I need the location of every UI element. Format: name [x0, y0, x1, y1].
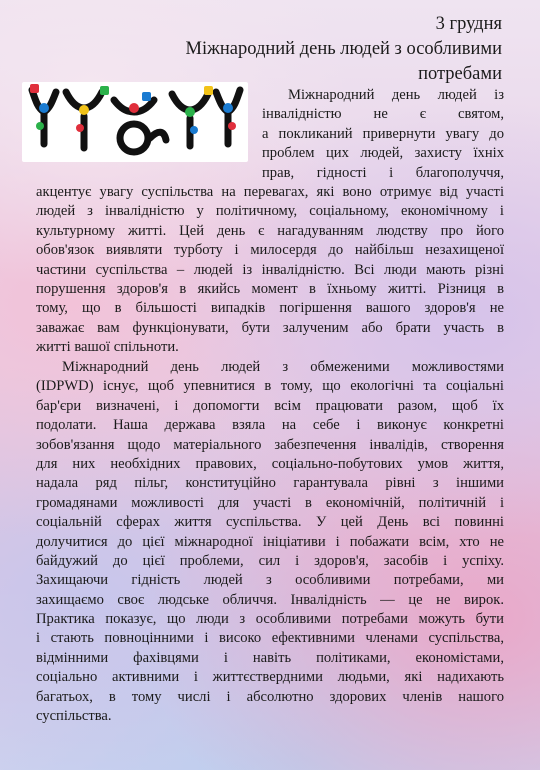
page-heading	[82, 12, 502, 87]
heading-date: 3 грудня	[435, 14, 502, 34]
paragraph-1-body	[36, 183, 504, 358]
heading-title-line-1: Міжнародний день людей з особливими	[185, 39, 502, 59]
text-line: суспільства.	[36, 708, 112, 725]
text-line: долучитися до цієї міжнародної ініціативи і побажати всім, хто не	[36, 533, 504, 550]
text-line: для них необхідних правових, соціально-побутових умов життя,	[36, 455, 504, 472]
text-line: інвалідністю не є святом,	[262, 106, 504, 123]
text-line: і стають повноцінними і високо ефективними членами суспільства,	[36, 630, 504, 647]
text-line: зобов'язання щодо матеріального забезпечення інвалідів, створення	[36, 436, 504, 453]
text-line: соціальній сферах життя суспільства. У цей День всі повинні	[36, 514, 504, 531]
text-line: а покликаний привернути увагу до	[262, 125, 504, 142]
heading-title-line-2: потребами	[418, 64, 502, 84]
text-line: захищаємо своє людське обличчя. Інвалідність — це не вирок.	[36, 591, 504, 608]
text-line: заважає вам функціонувати, бути залученим або брати участь в	[36, 319, 504, 336]
text-line: проблем цих людей, захисту їхніх	[262, 145, 504, 162]
text-line: бар'єри визначені, і допомогти всім працювати разом, щоб їх	[36, 397, 504, 414]
text-line: обов'язок виявляти турботу і милосердя до найбільш незахищеної	[36, 242, 504, 259]
text-line: культурному житті. Цей день є нагадуванням людству про його	[36, 222, 504, 239]
text-line: надала ряд пільг, конституційно гарантувала рівні з іншими	[36, 475, 504, 492]
text-line: житті вашої спільноти.	[36, 339, 179, 356]
paragraph-1-intro	[262, 86, 504, 183]
text-line: подолати. Наша держава взяла на себе і виконує конкретні	[36, 417, 504, 434]
text-line: порушення здоров'я в якийсь момент в їхньому житті. Різниця в	[36, 280, 504, 297]
text-line: тому, що в більшості випадків погіршення вашого здоров'я не	[36, 300, 504, 317]
text-line: акцентує увагу суспільства на перевагах, які воно отримує від участі	[36, 184, 504, 200]
text-line: байдужий до цієї проблеми, сил і здоров'я, засобів і успіху.	[36, 552, 504, 569]
people-with-disabilities-logo	[22, 82, 248, 162]
text-line: громадянами можливості для участі в економічній, політичній і	[36, 494, 504, 511]
text-line: прав, гідності і благополуччя,	[262, 164, 504, 181]
text-line: Міжнародний день людей з обмеженими можливостями	[62, 359, 504, 375]
text-line: соціально активними і життєствердними людьми, які надихають	[36, 669, 504, 686]
text-line: частини суспільства – людей із інвалідністю. Всі люди мають різні	[36, 261, 504, 278]
text-line: багатьох, в тому числі і абсолютно здорових членів нашого	[36, 688, 504, 705]
text-line: Практика показує, що люди з особливими потребами можуть бути	[36, 611, 504, 628]
people-with-disabilities-icon	[22, 82, 248, 162]
text-line: Захищаючи гідність людей з особливими потребами, ми	[36, 572, 504, 589]
text-line: людей з інвалідністю у політичному, соціальному, економічному і	[36, 203, 504, 220]
text-line: відмінними фахівцями і навіть політиками, економістами,	[36, 649, 504, 666]
text-line: (IDPWD) існує, щоб упевнитися в тому, що екологічні та соціальні	[36, 378, 504, 395]
text-line: Міжнародний день людей із	[288, 87, 504, 103]
paragraph-2-body	[36, 358, 504, 726]
